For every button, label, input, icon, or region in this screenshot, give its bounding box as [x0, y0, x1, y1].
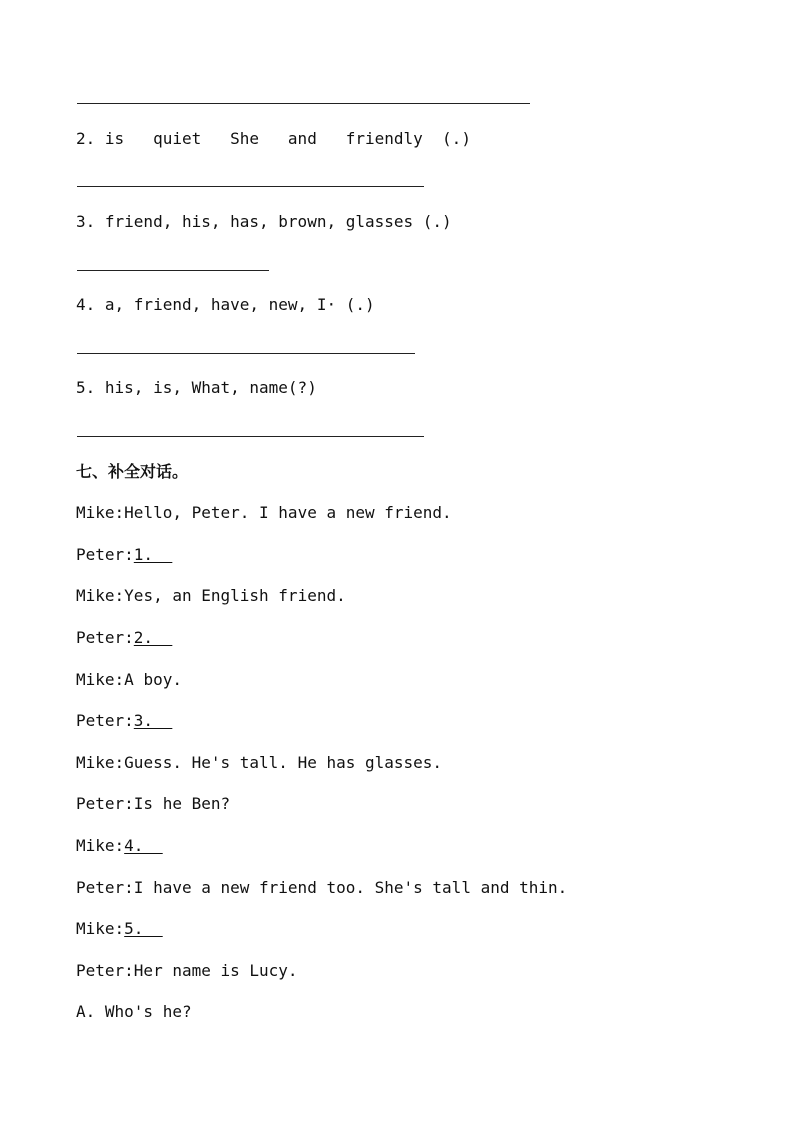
ordering-item: 5. his, is, What, name(?) [76, 378, 317, 397]
section-heading: 七、补全对话。 [76, 462, 189, 481]
dialogue-line [76, 919, 163, 939]
speaker: Peter: [76, 961, 134, 980]
answer-line [77, 103, 530, 104]
speaker: Peter: [76, 794, 134, 813]
dialogue-line [76, 711, 172, 731]
answer-line [77, 436, 424, 437]
dialogue-text: Her name is Lucy. [133, 961, 298, 980]
answer-line [77, 270, 269, 271]
speaker: Peter: [76, 628, 134, 647]
dialogue-text: Is he Ben? [133, 794, 231, 813]
dialogue-text: Hello, Peter. I have a new friend. [124, 503, 452, 522]
speaker: Peter: [76, 878, 134, 897]
ordering-item: 2. is quiet She and friendly (.) [76, 129, 471, 148]
dialogue-text: Guess. He's tall. He has glasses. [124, 753, 443, 772]
speaker: Mike: [76, 586, 125, 605]
ordering-item: 4. a, friend, have, new, I· (.) [76, 295, 375, 314]
dialogue-text: A boy. [124, 670, 182, 689]
dialogue-line [76, 670, 182, 690]
answer-blank: 1. [133, 545, 173, 564]
dialogue-text: I have a new friend too. She's tall and thin. [133, 878, 568, 897]
answer-blank: 2. [133, 628, 173, 647]
option-item: A. Who's he? [76, 1002, 192, 1021]
speaker: Peter: [76, 545, 134, 564]
speaker: Mike: [76, 670, 125, 689]
speaker: Peter: [76, 711, 134, 730]
speaker: Mike: [76, 919, 125, 938]
answer-line [77, 353, 415, 354]
speaker: Mike: [76, 836, 125, 855]
dialogue-line [76, 503, 452, 523]
speaker: Mike: [76, 503, 125, 522]
dialogue-line [76, 753, 442, 773]
answer-blank: 5. [124, 919, 163, 938]
answer-blank: 4. [124, 836, 163, 855]
dialogue-line [76, 836, 163, 856]
dialogue-line [76, 628, 172, 648]
speaker: Mike: [76, 753, 125, 772]
dialogue-line [76, 794, 230, 814]
dialogue-line [76, 878, 567, 898]
ordering-item: 3. friend, his, has, brown, glasses (.) [76, 212, 452, 231]
answer-blank: 3. [133, 711, 173, 730]
dialogue-line [76, 961, 298, 981]
dialogue-line [76, 545, 172, 565]
dialogue-text: Yes, an English friend. [124, 586, 346, 605]
dialogue-line [76, 586, 346, 606]
answer-line [77, 186, 424, 187]
